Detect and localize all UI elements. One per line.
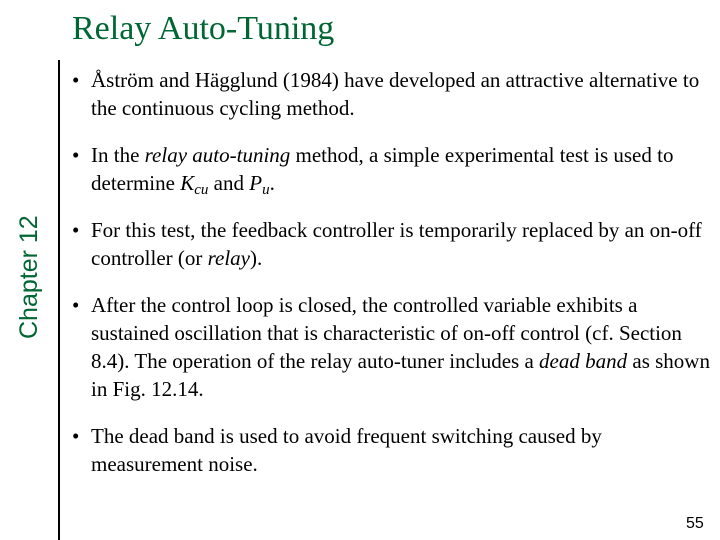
bullet-text-part: .	[269, 171, 275, 195]
bullet-item-4	[72, 291, 712, 403]
symbol-k: K	[180, 171, 195, 195]
chapter-divider	[58, 60, 60, 540]
bullet-item-3	[72, 216, 712, 272]
bullet-icon: •	[72, 424, 80, 448]
slide-title: Relay Auto-Tuning	[72, 10, 335, 47]
bullet-icon: •	[72, 218, 80, 242]
bullet-text-part: as shown in Fig. 12.14.	[91, 349, 710, 401]
bullet-text: The dead band is used to avoid frequent switching caused by measurement noise.	[91, 424, 602, 476]
bullet-icon: •	[72, 143, 80, 167]
bullet-item-5	[72, 422, 712, 478]
chapter-label: Chapter 12	[15, 215, 43, 339]
bullet-text-part: and	[208, 171, 250, 195]
bullet-icon: •	[72, 68, 80, 92]
bullet-text: Åström and Hägglund (1984) have developed an attractive alternative to the continuous cycling method.	[91, 68, 700, 120]
bullet-emphasis: relay auto-tuning	[144, 143, 291, 167]
bullet-icon: •	[72, 293, 80, 317]
bullet-text-part: In the	[91, 143, 145, 167]
bullet-emphasis: relay	[207, 246, 250, 270]
bullet-text-part: method, a simple experimental test is used to determine	[91, 143, 674, 195]
symbol-p: P	[249, 171, 263, 195]
bullet-text-part: After the control loop is closed, the controlled variable exhibits a sustained oscillation that is characteristic of on-off control (cf. Section 8.4). The operation of the relay auto-tuner includes a	[91, 293, 682, 373]
bullet-text-part: ).	[250, 246, 263, 270]
bullet-emphasis: dead band	[539, 349, 628, 373]
bullet-text-part: For this test, the feedback controller is temporarily replaced by an on-off controller (or	[91, 218, 702, 270]
bullet-list	[72, 66, 712, 497]
bullet-item-1	[72, 66, 712, 122]
bullet-item-2	[72, 141, 712, 197]
subscript-cu: cu	[194, 182, 209, 198]
subscript-u: u	[262, 182, 270, 198]
page-number: 55	[686, 515, 704, 532]
